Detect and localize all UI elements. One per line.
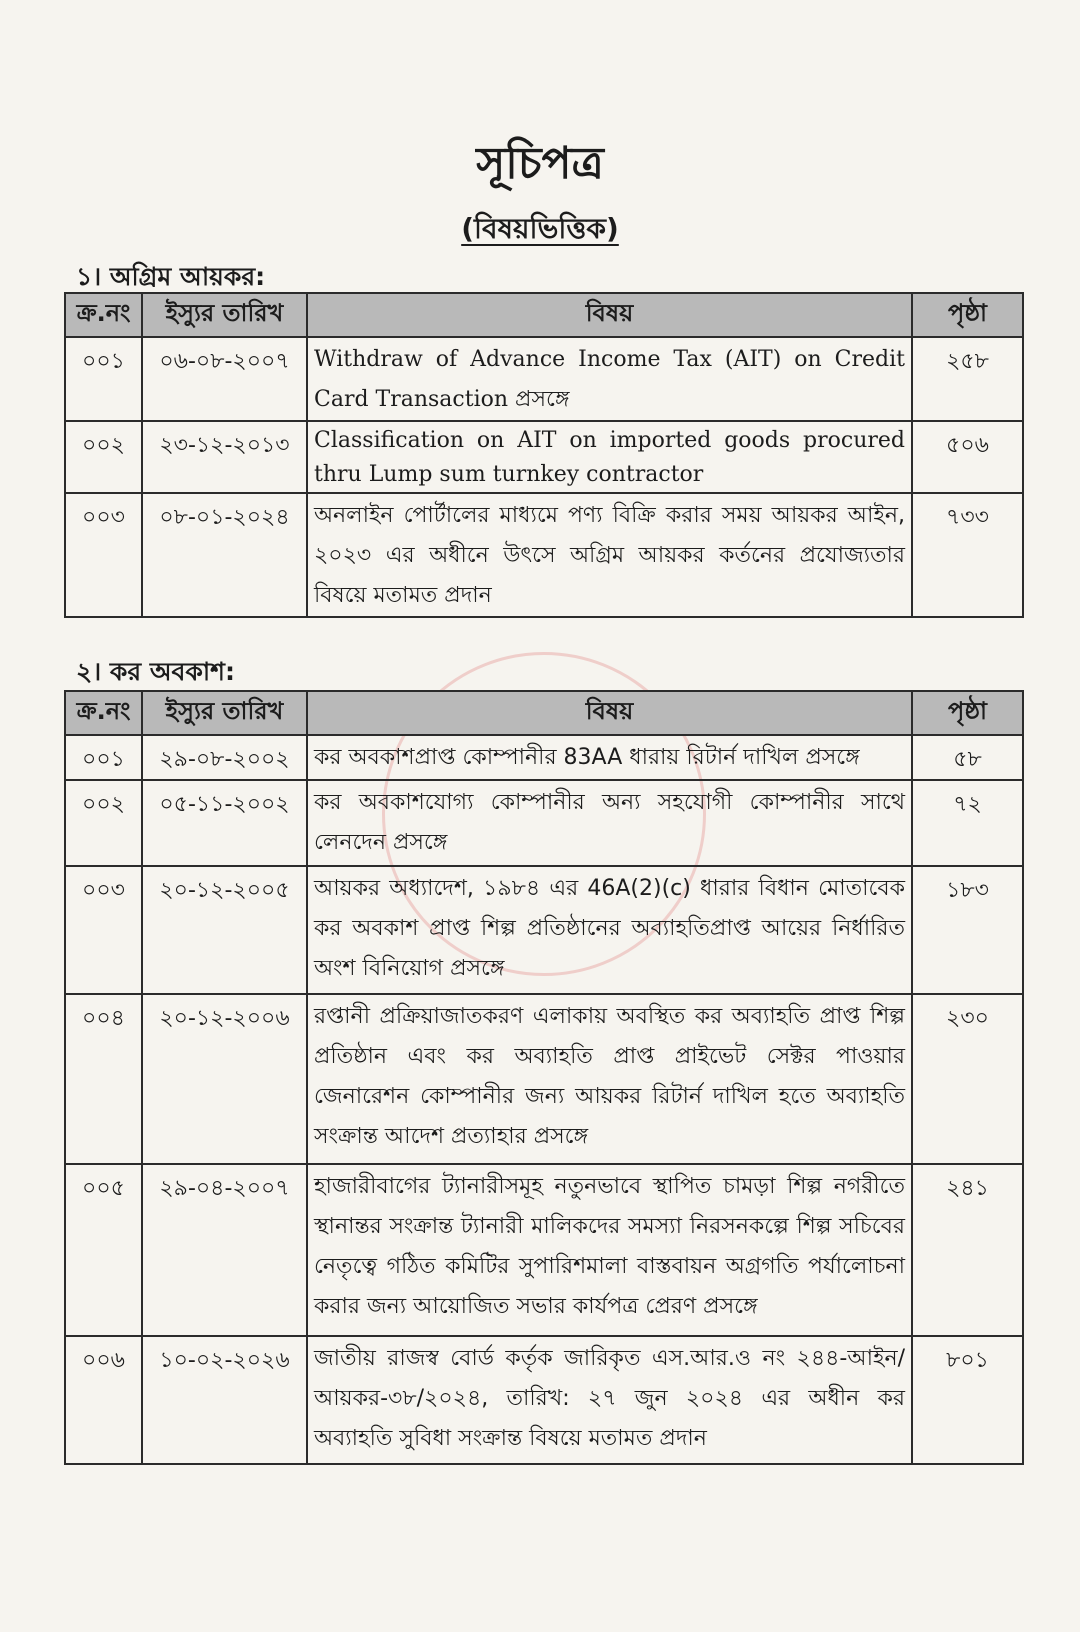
row-date: ২০-১২-২০০৬	[142, 994, 307, 1164]
row-date: ১০-০২-২০২৬	[142, 1336, 307, 1464]
col-header-subject: বিষয়	[307, 293, 912, 337]
toc-table-advance-tax	[64, 292, 1024, 618]
table-header-row	[65, 691, 1023, 735]
row-subject: জাতীয় রাজস্ব বোর্ড কর্তৃক জারিকৃত এস.আর.ও নং ২৪৪-আইন/আয়কর-৩৮/২০২৪, তারিখ: ২৭ জুন ২০২৪ এর অধীন কর অব্যাহতি সুবিধা সংক্রান্ত বিষয়ে মতামত প্রদান	[307, 1336, 912, 1464]
table-row	[65, 337, 1023, 421]
row-page: ৭৩৩	[912, 493, 1023, 617]
page-subtitle-text: (বিষয়ভিত্তিক)	[461, 212, 619, 245]
col-header-sl: ক্র.নং	[65, 691, 142, 735]
table-row	[65, 1164, 1023, 1336]
row-date: ২৩-১২-২০১৩	[142, 421, 307, 493]
table-row	[65, 866, 1023, 994]
row-page: ৮০১	[912, 1336, 1023, 1464]
row-page: ২৫৮	[912, 337, 1023, 421]
row-subject: রপ্তানী প্রক্রিয়াজাতকরণ এলাকায় অবস্থিত কর অব্যাহতি প্রাপ্ত শিল্প প্রতিষ্ঠান এবং কর অব্যাহতি প্রাপ্ত প্রাইভেট সেক্টর পাওয়ার জেনারেশন কোম্পানীর জন্য আয়কর রিটার্ন দাখিল হতে অব্যাহতি সংক্রান্ত আদেশ প্রত্যাহার প্রসঙ্গে	[307, 994, 912, 1164]
row-date: ২৯-০৮-২০০২	[142, 735, 307, 780]
col-header-sl: ক্র.নং	[65, 293, 142, 337]
row-sl: ০০৬	[65, 1336, 142, 1464]
table-row	[65, 493, 1023, 617]
row-sl: ০০৩	[65, 866, 142, 994]
row-date: ২০-১২-২০০৫	[142, 866, 307, 994]
col-header-date: ইস্যুর তারিখ	[142, 293, 307, 337]
row-page: ২৩০	[912, 994, 1023, 1164]
row-subject: কর অবকাশপ্রাপ্ত কোম্পানীর 83AA ধারায় রিটার্ন দাখিল প্রসঙ্গে	[307, 735, 912, 780]
table-row	[65, 994, 1023, 1164]
section-heading-advance-tax: ১। অগ্রিম আয়কর:	[76, 262, 266, 291]
row-subject: আয়কর অধ্যাদেশ, ১৯৮৪ এর 46A(2)(c) ধারার বিধান মোতাবেক কর অবকাশ প্রাপ্ত শিল্প প্রতিষ্ঠানের অব্যাহতিপ্রাপ্ত আয়ের নির্ধারিত অংশ বিনিয়োগ প্রসঙ্গে	[307, 866, 912, 994]
row-sl: ০০৪	[65, 994, 142, 1164]
row-page: ৫০৬	[912, 421, 1023, 493]
page-subtitle	[0, 207, 1080, 254]
row-page: ২৪১	[912, 1164, 1023, 1336]
row-subject: কর অবকাশযোগ্য কোম্পানীর অন্য সহযোগী কোম্পানীর সাথে লেনদেন প্রসঙ্গে	[307, 780, 912, 866]
row-page: ১৮৩	[912, 866, 1023, 994]
col-header-date: ইস্যুর তারিখ	[142, 691, 307, 735]
row-page: ৫৮	[912, 735, 1023, 780]
section-heading-tax-holiday: ২। কর অবকাশ:	[76, 657, 235, 686]
row-sl: ০০১	[65, 735, 142, 780]
row-subject: Classification on AIT on imported goods procured thru Lump sum turnkey contractor	[307, 421, 912, 493]
row-date: ০৬-০৮-২০০৭	[142, 337, 307, 421]
table-header-row	[65, 293, 1023, 337]
row-subject: হাজারীবাগের ট্যানারীসমূহ নতুনভাবে স্থাপিত চামড়া শিল্প নগরীতে স্থানান্তর সংক্রান্ত ট্যানারী মালিকদের সমস্যা নিরসনকল্পে শিল্প সচিবের নেতৃত্বে গঠিত কমিটির সুপারিশমালা বাস্তবায়ন অগ্রগতি পর্যালোচনা করার জন্য আয়োজিত সভার কার্যপত্র প্রেরণ প্রসঙ্গে	[307, 1164, 912, 1336]
table-row	[65, 735, 1023, 780]
table-row	[65, 780, 1023, 866]
row-sl: ০০৫	[65, 1164, 142, 1336]
row-sl: ০০১	[65, 337, 142, 421]
table-row	[65, 421, 1023, 493]
row-sl: ০০৩	[65, 493, 142, 617]
toc-table-tax-holiday	[64, 690, 1024, 1465]
table-row	[65, 1336, 1023, 1464]
col-header-page: পৃষ্ঠা	[912, 293, 1023, 337]
row-subject: Withdraw of Advance Income Tax (AIT) on Credit Card Transaction প্রসঙ্গে	[307, 337, 912, 421]
col-header-subject: বিষয়	[307, 691, 912, 735]
col-header-page: পৃষ্ঠা	[912, 691, 1023, 735]
row-date: ০৫-১১-২০০২	[142, 780, 307, 866]
row-sl: ০০২	[65, 421, 142, 493]
page-title: সূচিপত্র	[476, 138, 604, 189]
row-date: ২৯-০৪-২০০৭	[142, 1164, 307, 1336]
row-page: ৭২	[912, 780, 1023, 866]
row-sl: ০০২	[65, 780, 142, 866]
row-subject: অনলাইন পোর্টালের মাধ্যমে পণ্য বিক্রি করার সময় আয়কর আইন, ২০২৩ এর অধীনে উৎসে অগ্রিম আয়কর কর্তনের প্রযোজ্যতার বিষয়ে মতামত প্রদান	[307, 493, 912, 617]
row-date: ০৮-০১-২০২৪	[142, 493, 307, 617]
